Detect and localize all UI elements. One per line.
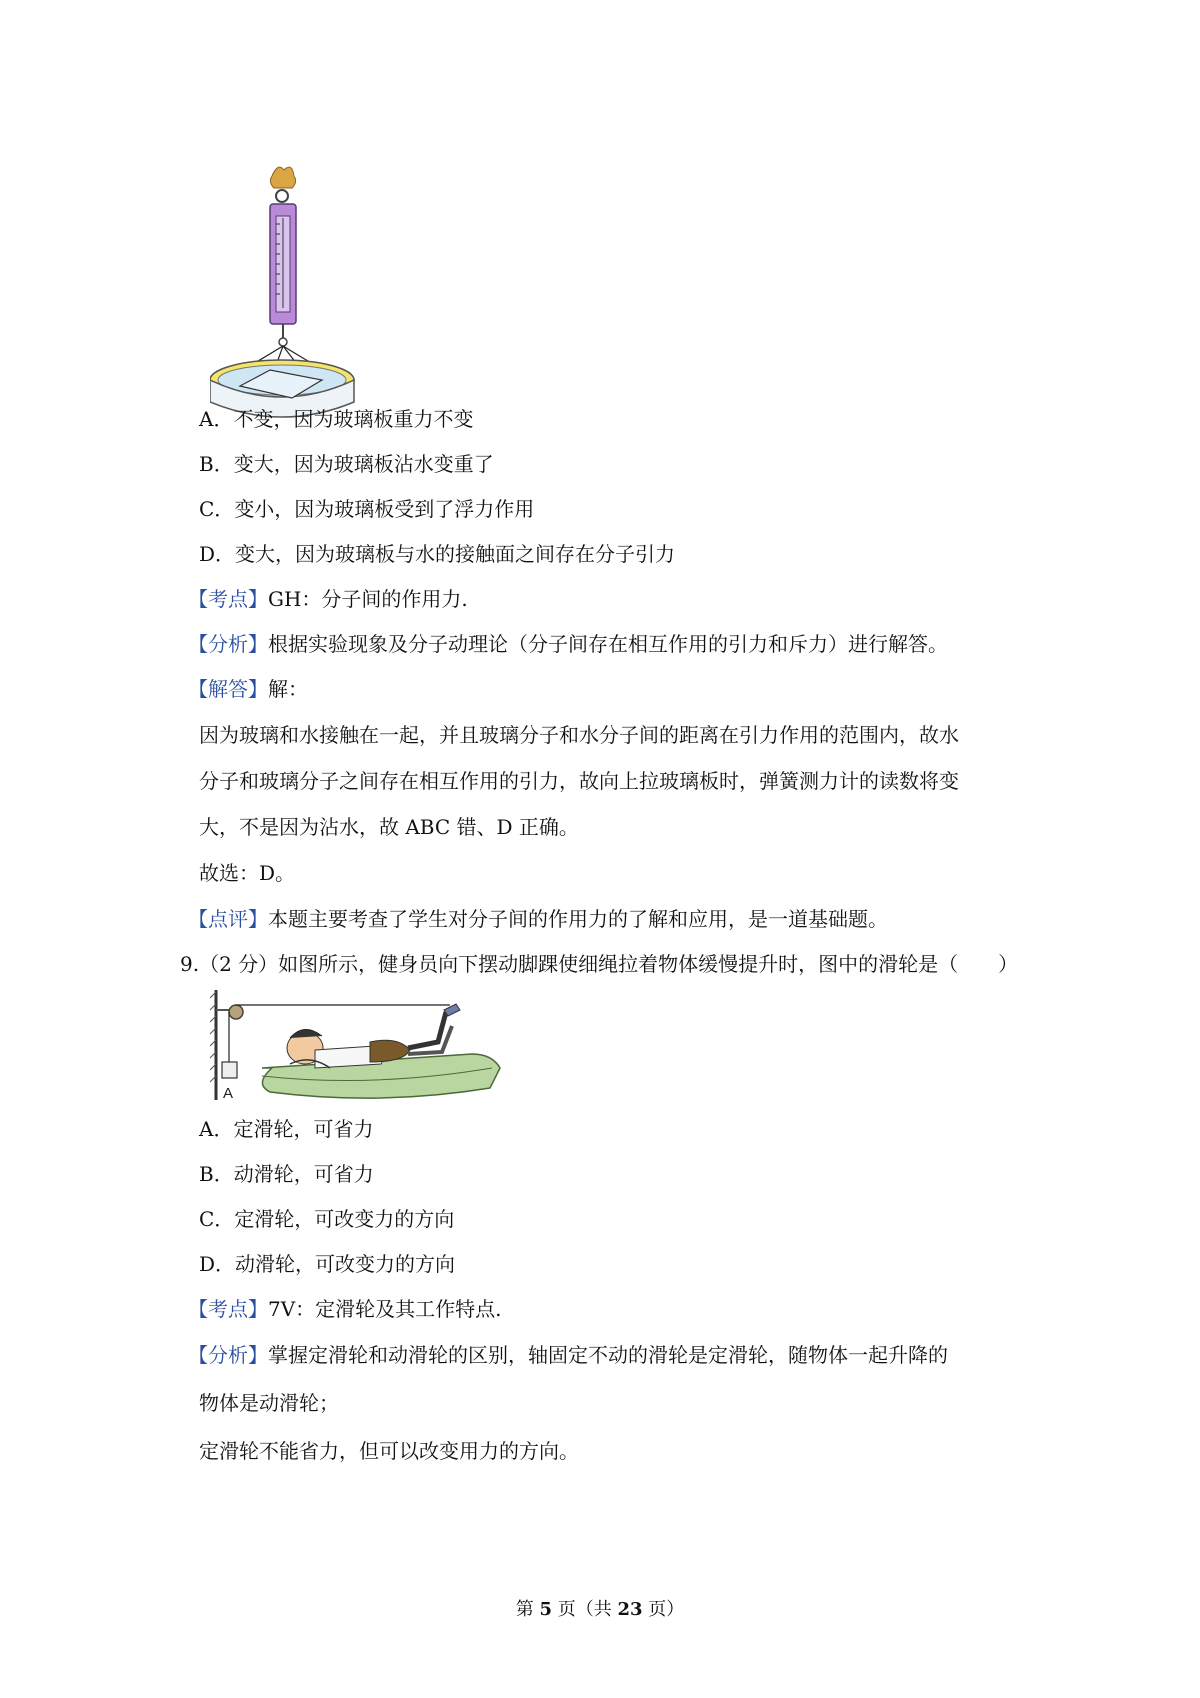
q8-option-d[interactable]	[199, 540, 675, 568]
dianping-text: 本题主要考查了学生对分子间的作用力的了解和应用，是一道基础题。	[268, 907, 888, 931]
q9-option-c[interactable]	[199, 1205, 454, 1233]
q8-option-a[interactable]	[199, 405, 473, 433]
option-letter: C．	[199, 497, 235, 521]
footer-suffix: 页）	[642, 1599, 685, 1620]
option-letter: D．	[199, 1252, 236, 1276]
option-letter: C．	[199, 1207, 235, 1231]
option-text: 动滑轮，可改变力的方向	[235, 1252, 456, 1276]
fenxi-tag: 【分析】	[188, 632, 268, 656]
kaodian-tag: 【考点】	[188, 587, 268, 611]
q8-option-b[interactable]	[199, 450, 494, 478]
option-letter: B．	[199, 452, 234, 476]
q8-jieda-body-1: 因为玻璃和水接触在一起，并且玻璃分子和水分子间的距离在引力作用的范围内，故水	[199, 723, 959, 747]
q9-fenxi-line-3: 定滑轮不能省力，但可以改变用力的方向。	[199, 1439, 579, 1463]
footer-middle: 页（共	[552, 1599, 618, 1620]
kaodian-text: 7V：定滑轮及其工作特点.	[268, 1297, 502, 1321]
kaodian-tag: 【考点】	[188, 1297, 268, 1321]
fenxi-text: 掌握定滑轮和动滑轮的区别，轴固定不动的滑轮是定滑轮，随物体一起升降的	[268, 1343, 948, 1367]
q9-kaodian	[188, 1295, 502, 1323]
option-letter: A．	[199, 1117, 234, 1141]
footer-page-number: 5	[539, 1599, 552, 1620]
pulley-exercise-figure	[210, 990, 510, 1105]
footer-prefix: 第	[515, 1599, 540, 1620]
q8-dianping	[188, 905, 888, 933]
page-footer	[0, 1598, 1200, 1622]
option-letter: D．	[199, 542, 236, 566]
q8-kaodian	[188, 585, 468, 613]
option-text: 不变，因为玻璃板重力不变	[233, 407, 474, 431]
q9-fenxi	[188, 1341, 948, 1369]
q9-option-d[interactable]	[199, 1250, 455, 1278]
figure-label-a: A	[223, 1085, 234, 1102]
dianping-tag: 【点评】	[188, 907, 268, 931]
fenxi-tag: 【分析】	[188, 1343, 268, 1367]
fenxi-text: 根据实验现象及分子动理论（分子间存在相互作用的引力和斥力）进行解答。	[268, 632, 948, 656]
option-text: 变小，因为玻璃板受到了浮力作用	[234, 497, 535, 521]
jieda-tag: 【解答】	[188, 677, 268, 701]
q9-fenxi-line-2: 物体是动滑轮；	[199, 1391, 339, 1415]
option-letter: B．	[199, 1162, 234, 1186]
q9-option-a[interactable]	[199, 1115, 373, 1143]
spring-scale-figure	[210, 158, 370, 420]
option-text: 动滑轮，可省力	[233, 1162, 374, 1186]
option-text: 变大，因为玻璃板沾水变重了	[233, 452, 494, 476]
q8-jieda-body-2: 分子和玻璃分子之间存在相互作用的引力，故向上拉玻璃板时，弹簧测力计的读数将变	[199, 769, 959, 793]
kaodian-text: GH：分子间的作用力.	[268, 587, 468, 611]
option-text: 定滑轮，可改变力的方向	[234, 1207, 455, 1231]
q8-jieda-body-3: 大，不是因为沾水，故 ABC 错、D 正确。	[199, 815, 579, 839]
q8-option-c[interactable]	[199, 495, 534, 523]
option-letter: A．	[199, 407, 234, 431]
jieda-text: 解：	[268, 677, 308, 701]
footer-total-pages: 23	[617, 1599, 643, 1620]
q8-answer: 故选：D。	[199, 861, 296, 885]
q9-stem: 9.（2 分）如图所示，健身员向下摆动脚踝使细绳拉着物体缓慢提升时，图中的滑轮是（ ）	[180, 952, 1019, 976]
option-text: 定滑轮，可省力	[233, 1117, 374, 1141]
option-text: 变大，因为玻璃板与水的接触面之间存在分子引力	[235, 542, 676, 566]
q9-option-b[interactable]	[199, 1160, 374, 1188]
q8-fenxi	[188, 630, 948, 658]
q8-jieda	[188, 675, 308, 703]
